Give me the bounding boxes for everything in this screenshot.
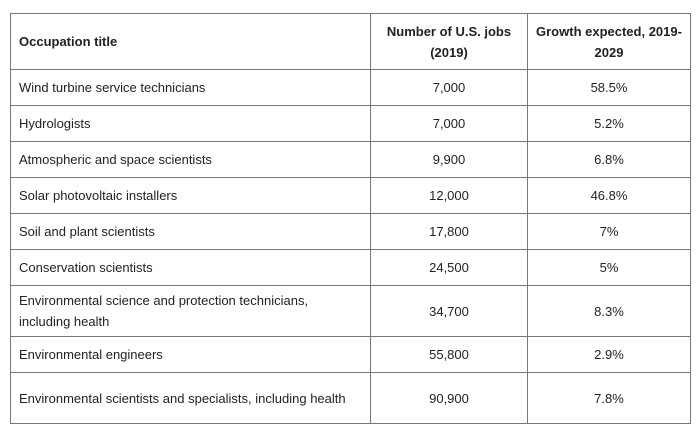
- cell-occupation: Solar photovoltaic installers: [11, 178, 371, 214]
- occupations-table: [10, 13, 691, 424]
- table-row: [11, 70, 691, 106]
- table-row: [11, 286, 691, 337]
- cell-jobs: 17,800: [371, 214, 528, 250]
- header-growth-expected: Growth expected, 2019-2029: [528, 14, 691, 70]
- table-row: [11, 178, 691, 214]
- cell-jobs: 90,900: [371, 373, 528, 424]
- cell-growth: 5%: [528, 250, 691, 286]
- cell-occupation: Environmental engineers: [11, 337, 371, 373]
- cell-jobs: 55,800: [371, 337, 528, 373]
- cell-occupation: Hydrologists: [11, 106, 371, 142]
- cell-jobs: 24,500: [371, 250, 528, 286]
- cell-growth: 58.5%: [528, 70, 691, 106]
- table-row: [11, 142, 691, 178]
- cell-growth: 6.8%: [528, 142, 691, 178]
- cell-growth: 8.3%: [528, 286, 691, 337]
- cell-growth: 7.8%: [528, 373, 691, 424]
- table-row: [11, 250, 691, 286]
- cell-occupation: Environmental scientists and specialists, including health: [11, 373, 371, 424]
- cell-growth: 2.9%: [528, 337, 691, 373]
- cell-jobs: 7,000: [371, 106, 528, 142]
- cell-occupation: Wind turbine service technicians: [11, 70, 371, 106]
- table-row: [11, 337, 691, 373]
- cell-growth: 7%: [528, 214, 691, 250]
- cell-occupation: Environmental science and protection technicians, including health: [11, 286, 371, 337]
- cell-occupation: Soil and plant scientists: [11, 214, 371, 250]
- table-row: [11, 106, 691, 142]
- cell-growth: 46.8%: [528, 178, 691, 214]
- cell-jobs: 34,700: [371, 286, 528, 337]
- table-row: [11, 214, 691, 250]
- header-row: [11, 14, 691, 70]
- cell-jobs: 7,000: [371, 70, 528, 106]
- header-number-of-jobs: Number of U.S. jobs (2019): [371, 14, 528, 70]
- cell-occupation: Conservation scientists: [11, 250, 371, 286]
- cell-jobs: 9,900: [371, 142, 528, 178]
- header-occupation-title: Occupation title: [11, 14, 371, 70]
- table-row: [11, 373, 691, 424]
- cell-jobs: 12,000: [371, 178, 528, 214]
- cell-growth: 5.2%: [528, 106, 691, 142]
- cell-occupation: Atmospheric and space scientists: [11, 142, 371, 178]
